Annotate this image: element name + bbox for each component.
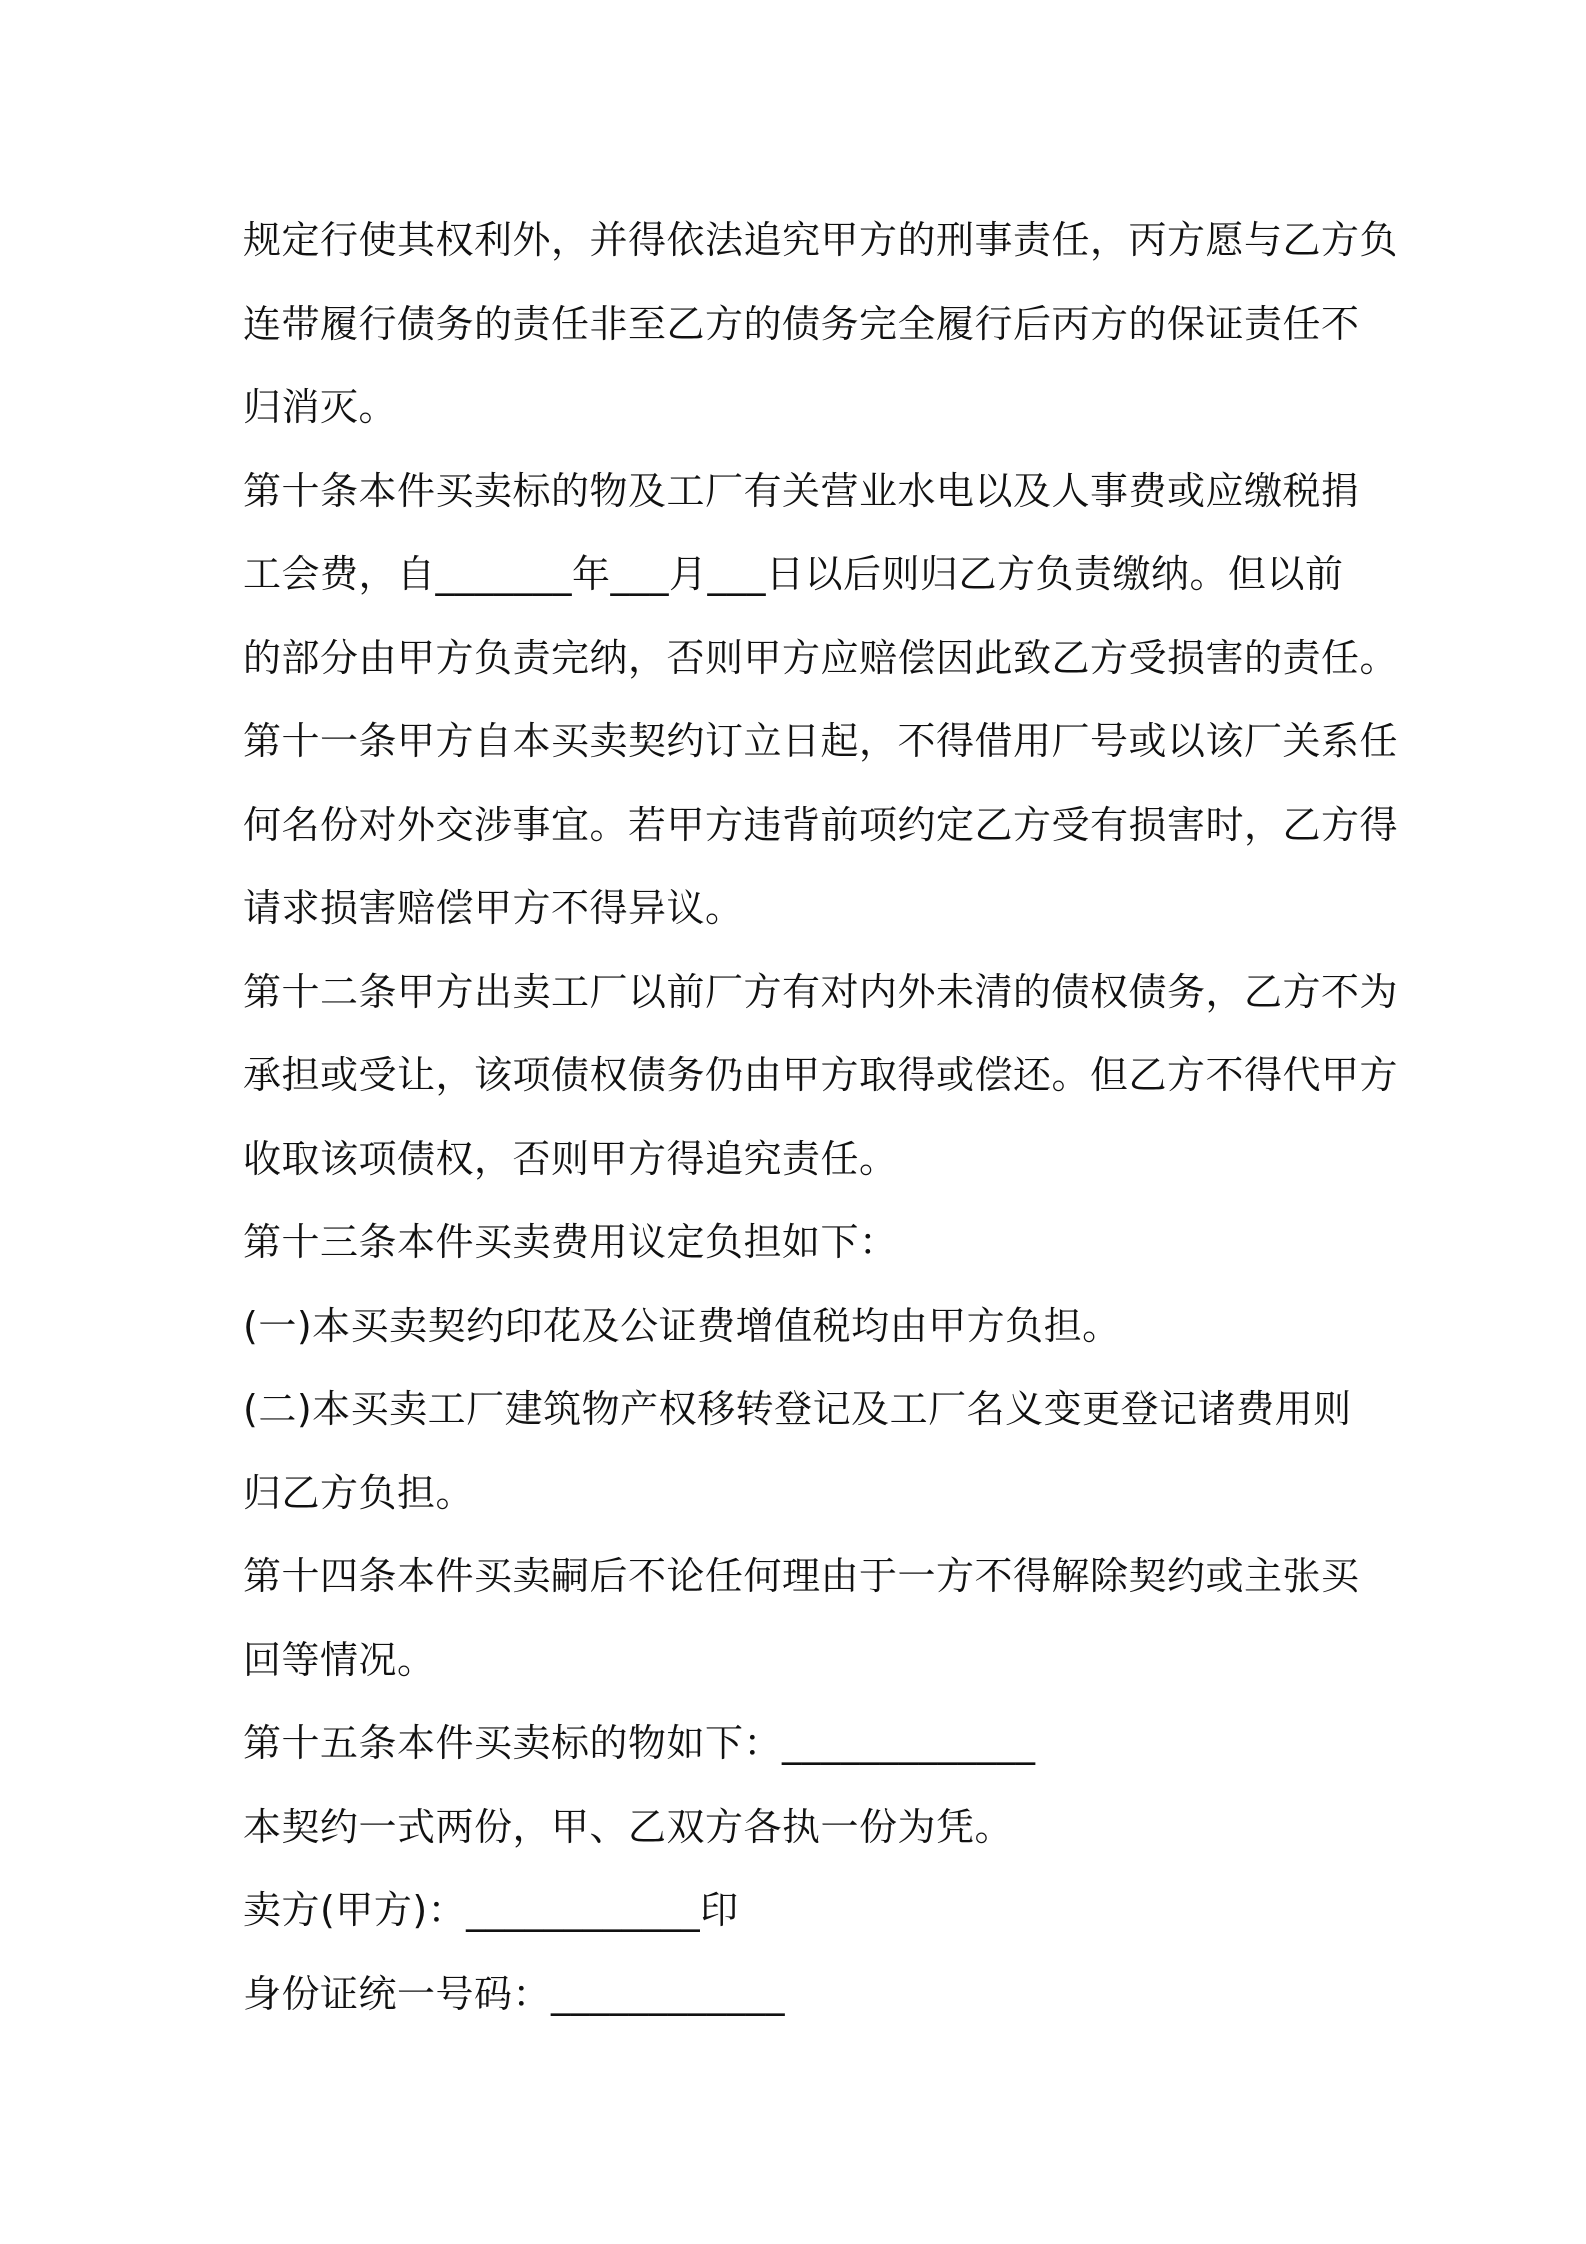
id-number-field: 身份证统一号码：____________ — [243, 1971, 786, 2016]
contract-text-block — [243, 199, 1399, 2036]
text-line: 收取该项债权，否则甲方得追究责任。 — [243, 1136, 898, 1181]
text-line: 请求损害赔偿甲方不得异议。 — [243, 886, 744, 930]
text-line: 归乙方负担。 — [243, 1470, 475, 1515]
text-line: 的部分由甲方负责完纳，否则甲方应赔偿因此致乙方受损害的责任。 — [243, 635, 1399, 680]
text-line: 回等情况。 — [243, 1637, 436, 1682]
article-14-line: 第十四条本件买卖嗣后不论任何理由于一方不得解除契约或主张买 — [243, 1554, 1360, 1598]
article-11-line: 第十一条甲方自本买卖契约订立日起，不得借用厂号或以该厂关系任 — [243, 719, 1399, 763]
article-10-line: 第十条本件买卖标的物及工厂有关营业水电以及人事费或应缴税捐 — [243, 468, 1360, 513]
text-line: 归消灭。 — [243, 385, 398, 429]
text-line: 何名份对外交涉事宜。若甲方违背前项约定乙方受有损害时，乙方得 — [243, 802, 1399, 847]
text-line-continuation: 规定行使其权利外，并得依法追究甲方的刑事责任，丙方愿与乙方负 — [243, 218, 1399, 262]
article-15-line: 第十五条本件买卖标的物如下：_____________ — [243, 1721, 1036, 1765]
article-12-line: 第十二条甲方出卖工厂以前厂方有对内外未清的债权债务，乙方不为 — [243, 969, 1399, 1014]
text-line: 连带履行债务的责任非至乙方的债务完全履行后丙方的保证责任不 — [243, 301, 1360, 346]
text-line: 工会费，自_______年___月___日以后则归乙方负责缴纳。但以前 — [243, 552, 1344, 596]
article-13-line: 第十三条本件买卖费用议定负担如下： — [243, 1220, 898, 1264]
text-line: 承担或受让，该项债权债务仍由甲方取得或偿还。但乙方不得代甲方 — [243, 1053, 1399, 1097]
seller-signature-field: 卖方(甲方)：____________印 — [243, 1888, 739, 1932]
clause-item-1: (一)本买卖契约印花及公证费增值税均由甲方负担。 — [243, 1303, 1121, 1348]
clause-item-2: (二)本买卖工厂建筑物产权移转登记及工厂名义变更登记诸费用则 — [243, 1387, 1352, 1431]
copies-statement: 本契约一式两份，甲、乙双方各执一份为凭。 — [243, 1804, 1014, 1849]
